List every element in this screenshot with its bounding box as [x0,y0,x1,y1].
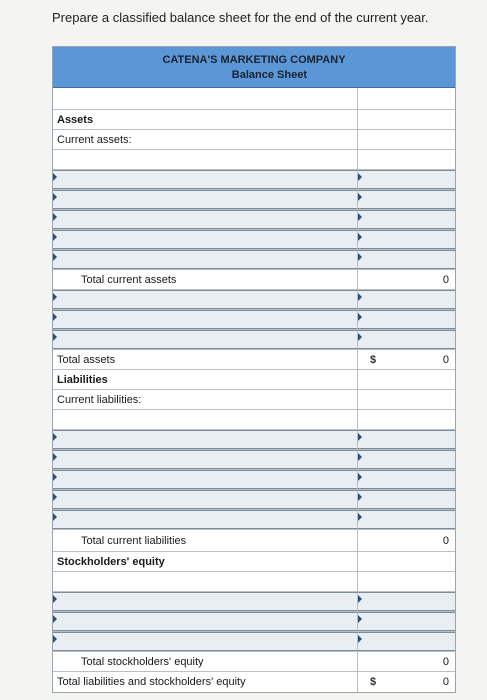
current-assets-heading: Current assets: [53,130,358,149]
equity-entry-row[interactable] [53,632,455,652]
asset-account-select[interactable] [53,230,358,249]
asset-amount-input[interactable] [358,230,455,249]
assets-heading-row [53,110,455,130]
total-assets-value: 0 [442,353,449,366]
noncurrent-asset-entry-row[interactable] [53,290,455,310]
asset-account-select[interactable] [53,170,358,189]
equity-amount-input[interactable] [358,592,455,611]
equity-entry-row[interactable] [53,592,455,612]
total-current-assets-label: Total current assets [53,270,358,289]
balance-sheet-form [52,46,456,693]
sheet-title: Balance Sheet [231,69,307,81]
asset-amount-input[interactable] [358,310,455,329]
total-equity-row [53,652,455,672]
equity-heading: Stockholders' equity [53,552,358,571]
total-current-assets-row [53,270,455,290]
asset-account-select[interactable] [53,330,358,349]
liability-account-select[interactable] [53,510,358,529]
asset-amount-input[interactable] [358,330,455,349]
assets-heading: Assets [53,110,358,129]
current-asset-entry-row[interactable] [53,190,455,210]
current-liability-entry-row[interactable] [53,450,455,470]
blank-row [53,410,455,430]
asset-account-select[interactable] [53,310,358,329]
equity-amount-input[interactable] [358,632,455,651]
blank-row [53,572,455,592]
liability-amount-input[interactable] [358,470,455,489]
liability-account-select[interactable] [53,470,358,489]
total-current-assets-value: 0 [442,273,449,286]
current-liability-entry-row[interactable] [53,490,455,510]
company-name: CATENA'S MARKETING COMPANY [162,54,346,66]
noncurrent-asset-entry-row[interactable] [53,330,455,350]
currency-symbol: $ [370,353,377,366]
asset-amount-input[interactable] [358,290,455,309]
total-assets-label: Total assets [53,350,358,369]
blank-row [53,88,455,110]
asset-amount-input[interactable] [358,210,455,229]
current-liability-entry-row[interactable] [53,470,455,490]
total-liabilities-equity-row [53,672,455,692]
currency-symbol: $ [370,676,377,688]
liabilities-heading-row [53,370,455,390]
liability-account-select[interactable] [53,450,358,469]
current-assets-heading-row [53,130,455,150]
total-assets-row [53,350,455,370]
equity-entry-row[interactable] [53,612,455,632]
equity-account-select[interactable] [53,612,358,631]
total-current-liabilities-label: Total current liabilities [53,530,358,551]
liability-amount-input[interactable] [358,490,455,509]
total-liabilities-equity-value: 0 [442,676,449,688]
total-equity-value: 0 [442,655,449,668]
current-liabilities-heading: Current liabilities: [53,390,358,409]
blank-row [53,150,455,170]
equity-account-select[interactable] [53,632,358,651]
asset-amount-input[interactable] [358,250,455,269]
asset-account-select[interactable] [53,210,358,229]
liability-account-select[interactable] [53,490,358,509]
liability-amount-input[interactable] [358,430,455,449]
current-liabilities-heading-row [53,390,455,410]
total-equity-label: Total stockholders' equity [53,652,358,671]
liabilities-heading: Liabilities [53,370,358,389]
asset-account-select[interactable] [53,250,358,269]
asset-account-select[interactable] [53,290,358,309]
current-asset-entry-row[interactable] [53,170,455,190]
current-asset-entry-row[interactable] [53,250,455,270]
liability-amount-input[interactable] [358,510,455,529]
total-current-liabilities-row [53,530,455,552]
current-liability-entry-row[interactable] [53,430,455,450]
asset-account-select[interactable] [53,190,358,209]
current-asset-entry-row[interactable] [53,210,455,230]
sheet-header [53,47,455,88]
current-liability-entry-row[interactable] [53,510,455,530]
equity-account-select[interactable] [53,592,358,611]
liability-account-select[interactable] [53,430,358,449]
total-liabilities-equity-label: Total liabilities and stockholders' equity [53,672,358,692]
current-asset-entry-row[interactable] [53,230,455,250]
asset-amount-input[interactable] [358,170,455,189]
equity-heading-row [53,552,455,572]
liability-amount-input[interactable] [358,450,455,469]
asset-amount-input[interactable] [358,190,455,209]
equity-amount-input[interactable] [358,612,455,631]
total-current-liabilities-value: 0 [442,534,449,547]
noncurrent-asset-entry-row[interactable] [53,310,455,330]
instruction-text: Prepare a classified balance sheet for the end of the current year. [52,10,429,25]
